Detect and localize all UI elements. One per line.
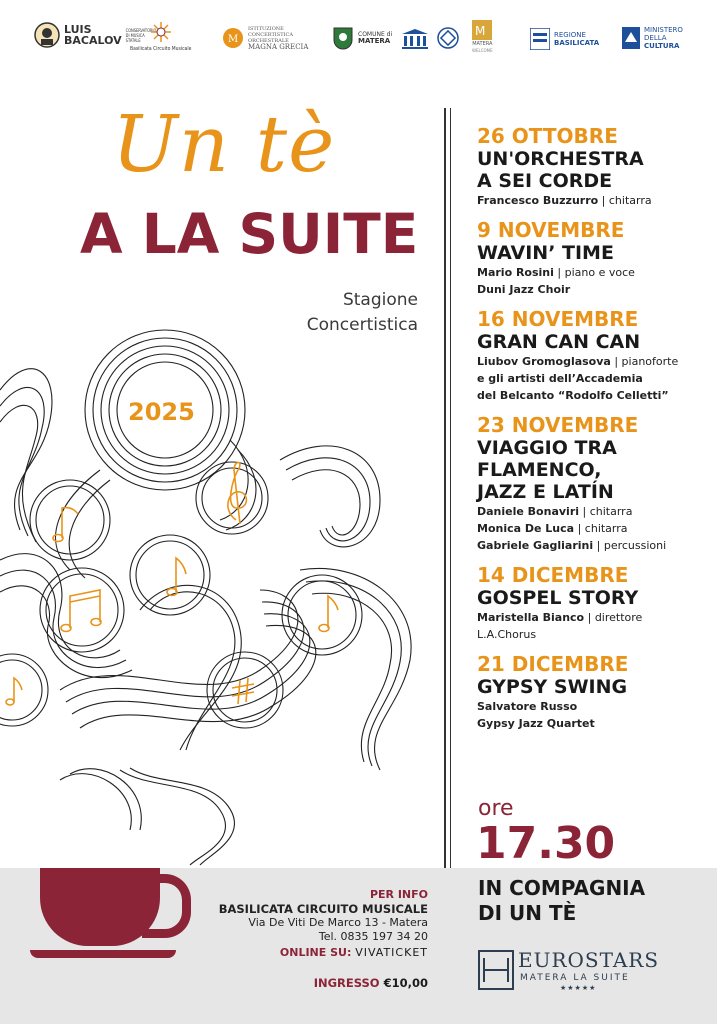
event-item	[477, 563, 712, 643]
bacalov-line2: BACALOV	[64, 34, 122, 47]
event-date: 9 NOVEMBRE	[477, 218, 625, 242]
event-performer	[477, 609, 712, 626]
ministero-line2: DELLA	[644, 34, 667, 42]
info-address: Via De Viti De Marco 13 - Matera	[248, 916, 428, 929]
event-performer	[477, 698, 712, 715]
vertical-divider-thin	[450, 108, 451, 872]
cup-icon	[40, 868, 160, 946]
event-title: JAZZ E LATÍN	[477, 481, 614, 503]
hotel-subtitle: MATERA LA SUITE	[520, 973, 630, 983]
performer-name: Gypsy Jazz Quartet	[477, 717, 595, 730]
bacalov-line1: LUIS	[64, 23, 92, 36]
istituzione-logo	[222, 26, 308, 50]
istituzione-line4: MAGNA GRECIA	[248, 43, 309, 51]
svg-text:M: M	[228, 34, 239, 45]
ministero-logo	[622, 26, 683, 50]
performer-name: Maristella Bianco	[477, 611, 585, 624]
performer-role: | chitarra	[574, 522, 628, 535]
heritage-icon	[436, 26, 460, 50]
event-title: UN'ORCHESTRA	[477, 148, 644, 170]
saucer	[30, 950, 176, 958]
matera-welcome-text2: WELCOME	[472, 48, 493, 53]
event-performer	[477, 387, 712, 404]
performer-name: Daniele Bonaviri	[477, 505, 580, 518]
circuito-logo	[130, 20, 191, 53]
event-performer	[477, 715, 712, 732]
performer-name: Monica De Luca	[477, 522, 575, 535]
performer-role: | chitarra	[598, 194, 652, 207]
event-performer	[477, 626, 712, 643]
bacalov-portrait-icon	[34, 22, 60, 48]
ministero-line1: MINISTERO	[644, 26, 683, 34]
online-line	[218, 946, 428, 959]
performer-name: e gli artisti dell’Accademia	[477, 372, 643, 385]
tagline-line1: IN COMPAGNIA	[478, 876, 646, 900]
info-phone: Tel. 0835 197 34 20	[318, 930, 428, 943]
event-item	[477, 413, 712, 554]
ministero-line3: CULTURA	[644, 42, 680, 50]
regione-logo	[530, 28, 599, 50]
event-performer	[477, 264, 712, 281]
ticket-price: €10,00	[383, 976, 428, 990]
events-list	[477, 124, 712, 741]
ticket-label: INGRESSO	[313, 976, 380, 990]
online-label: ONLINE SU:	[279, 946, 352, 959]
info-organization: BASILICATA CIRCUITO MUSICALE	[218, 902, 428, 916]
performer-name: del Belcanto “Rodolfo Celletti”	[477, 389, 669, 402]
title-main: A LA SUITE	[80, 202, 419, 266]
bacalov-small: CONSERVATORIO DI MUSICA STATALE	[125, 27, 157, 43]
performer-name: Duni Jazz Choir	[477, 283, 571, 296]
tagline-line2: DI UN TÈ	[478, 901, 577, 925]
event-date: 16 NOVEMBRE	[477, 307, 639, 331]
performer-role: | direttore	[584, 611, 643, 624]
event-title: GYPSY SWING	[477, 676, 628, 698]
comune-line2: MATERA	[358, 37, 391, 45]
event-date: 14 DICEMBRE	[477, 563, 629, 587]
info-heading: PER INFO	[369, 888, 428, 901]
event-title: GOSPEL STORY	[477, 587, 639, 609]
online-vendor[interactable]: VIVATICKET	[355, 946, 428, 959]
performer-name: Francesco Buzzurro	[477, 194, 599, 207]
event-item	[477, 218, 712, 298]
performer-role: | piano e voce	[553, 266, 635, 279]
comune-line1: COMUNE di	[358, 31, 393, 38]
regione-line1: REGIONE	[554, 31, 586, 39]
performer-name: Salvatore Russo	[477, 700, 578, 713]
event-title: A SEI CORDE	[477, 170, 613, 192]
sunburst-icon	[148, 20, 174, 44]
hotel-logo-icon	[478, 950, 514, 990]
note-icon-3	[328, 596, 338, 628]
treble-clef-icon	[228, 463, 247, 525]
subtitle-line1: Stagione	[342, 290, 418, 310]
istituzione-line2: CONCERTISTICA	[248, 32, 293, 38]
unesco-logo	[400, 28, 430, 50]
matera-welcome-logo	[472, 20, 493, 53]
tagline	[478, 876, 708, 926]
steam-illustration	[0, 310, 440, 870]
coat-of-arms-icon	[332, 24, 354, 52]
hotel-name: EUROSTARS	[518, 948, 660, 972]
regione-line2: BASILICATA	[554, 39, 600, 47]
ticket-line	[218, 976, 428, 990]
info-block	[218, 888, 428, 944]
event-performer	[477, 353, 712, 370]
event-title: VIAGGIO TRA	[477, 437, 617, 459]
performer-name: Liubov Gromoglasova	[477, 355, 611, 368]
circuito-text: Basilicata Circuito Musicale	[130, 46, 192, 52]
ministero-icon	[622, 27, 640, 49]
event-title: FLAMENCO,	[477, 459, 602, 481]
event-performer	[477, 192, 712, 209]
note-icon-4	[14, 678, 22, 702]
performer-role: | chitarra	[579, 505, 633, 518]
event-performer	[477, 370, 712, 387]
event-item	[477, 307, 712, 404]
subtitle-line2: Concertistica	[306, 315, 418, 335]
event-date: 21 DICEMBRE	[477, 652, 629, 676]
event-title: GRAN CAN CAN	[477, 331, 641, 353]
note-icon-2	[176, 558, 186, 592]
heritage-logo	[436, 26, 460, 50]
time-label: ore	[478, 796, 514, 821]
time-value: 17.30	[476, 818, 616, 869]
sharp-icon	[232, 678, 254, 704]
event-title: WAVIN’ TIME	[477, 242, 614, 264]
event-item	[477, 652, 712, 732]
istituzione-line3: ORCHESTRALE	[248, 38, 289, 44]
performer-role: | percussioni	[593, 539, 667, 552]
event-date: 23 NOVEMBRE	[477, 413, 639, 437]
vertical-divider	[444, 108, 446, 872]
hotel-stars: ★★★★★	[560, 984, 597, 992]
beam-notes-icon	[70, 590, 100, 628]
performer-name: Gabriele Gagliarini	[477, 539, 594, 552]
istituzione-icon	[222, 27, 244, 49]
matera-welcome-text1: MATERA	[472, 41, 493, 47]
performer-name: Mario Rosini	[477, 266, 554, 279]
comune-logo	[332, 24, 392, 52]
istituzione-line1: ISTITUZIONE	[248, 26, 284, 32]
title-script: Un tè	[112, 100, 336, 190]
performer-role: | pianoforte	[610, 355, 679, 368]
year: 2025	[128, 398, 195, 426]
regione-icon	[530, 28, 550, 50]
performer-role: L.A.Chorus	[477, 628, 537, 641]
event-performer	[477, 520, 712, 537]
event-performer	[477, 281, 712, 298]
event-performer	[477, 537, 712, 554]
svg-text:M: M	[475, 24, 486, 38]
event-date: 26 OTTOBRE	[477, 124, 618, 148]
event-item	[477, 124, 712, 209]
temple-icon	[400, 28, 430, 50]
matera-welcome-icon	[472, 20, 492, 40]
event-performer	[477, 503, 712, 520]
